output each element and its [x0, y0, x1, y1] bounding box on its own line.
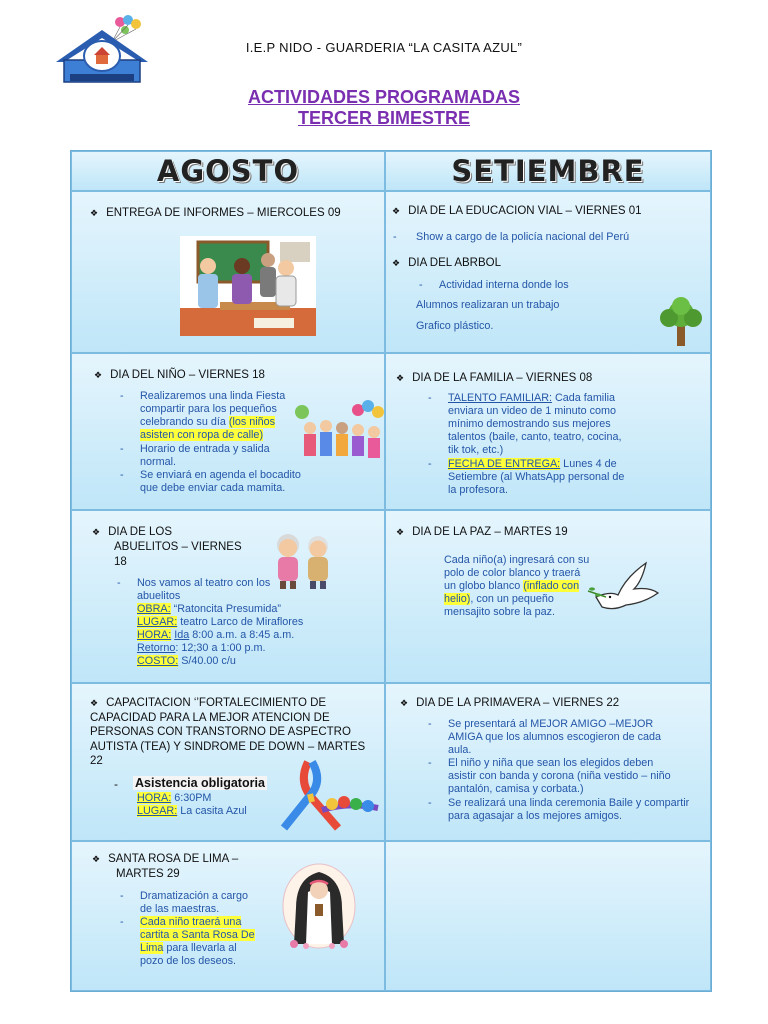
arbol-detail-3: Grafico plástico.: [416, 320, 494, 332]
month-label-setiembre: SETIEMBRE: [451, 154, 645, 188]
cell-dia-abuelitos: [71, 510, 385, 683]
asistencia-label: [114, 777, 118, 791]
activities-table: [70, 150, 712, 992]
heading-informes: ❖ ENTREGA DE INFORMES – MIERCOLES 09: [90, 207, 341, 219]
nino-detail-3: - Se enviará en agenda el bocadito que debe enviar cada mamita.: [120, 469, 301, 494]
familia-fecha-entrega: - FECHA DE ENTREGA: Lunes 4 de Setiembre (al WhatsApp personal de la profesora.: [428, 458, 625, 496]
heading-dia-abuelitos-2: ABUELITOS – VIERNES: [114, 541, 242, 553]
autism-ribbon-icon: [278, 758, 385, 832]
bullet-icon: ❖: [396, 373, 405, 383]
dash-icon: -: [428, 458, 432, 470]
dash-icon: -: [114, 777, 118, 791]
dash-icon: -: [120, 443, 124, 455]
heading-dia-paz: ❖ DIA DE LA PAZ – MARTES 19: [396, 526, 568, 538]
arbol-detail-1: - Actividad interna donde los: [419, 279, 569, 291]
children-party-illustration: [290, 398, 385, 470]
cell-educacion-vial: [385, 191, 711, 353]
santa-rosa-illustration: [280, 862, 358, 950]
cell-entrega-informes: [71, 191, 385, 353]
bullet-icon: ❖: [92, 854, 101, 864]
dash-icon: -: [120, 469, 124, 481]
rosa-detail-2: - Cada niño traerá una cartita a Santa Rosa De Lima para llevarla al pozo de los deseos.: [120, 916, 255, 967]
month-header-setiembre: [385, 151, 711, 191]
peace-dove-icon: [586, 557, 662, 615]
cell-dia-paz: [385, 510, 711, 683]
heading-dia-arbol: ❖ DIA DEL ABRBOL: [392, 257, 501, 269]
abuelitos-details: - Nos vamos al teatro con los abuelitos OBRA: “Ratoncita Presumida” LUGAR: teatro Larco de Miraflores HORA: Ida 8:00 a.m. a 8:45 a.m. Retorno: 12;30 a 1:00 p.m. COSTO: S/40.00 c/u: [117, 577, 304, 667]
dash-icon: -: [120, 390, 124, 402]
bullet-icon: ❖: [392, 258, 401, 268]
paz-detail: Cada niño(a) ingresará con su polo de color blanco y traerá un globo blanco (inflado con helio), con un pequeño mensajito sobre la paz.: [444, 554, 590, 618]
bullet-icon: ❖: [92, 527, 101, 537]
heading-capacitacion: ❖ CAPACITACION ‘’FORTALECIMIENTO DE CAPACIDAD PARA LA MEJOR ATENCION DE PERSONAS CON TRANSTORNO DE ASPECTRO AUTISTA (TEA) Y SINDROME DE DOWN – MARTES 22: [90, 697, 366, 767]
cell-dia-familia: [385, 353, 711, 510]
heading-dia-nino: ❖ DIA DEL NIÑO – VIERNES 18: [94, 369, 265, 381]
heading-santa-rosa: ❖ SANTA ROSA DE LIMA –: [92, 853, 239, 865]
bullet-icon: ❖: [90, 698, 99, 708]
heading-dia-abuelitos: ❖ DIA DE LOS: [92, 526, 172, 538]
arbol-detail-2: Alumnos realizaran un trabajo: [416, 299, 560, 311]
dash-icon: -: [428, 718, 432, 730]
primavera-detail-2: - El niño y niña que sean los elegidos deben asistir con banda y corona (niña vestido – niño pantalón, camisa y corbata.): [428, 757, 671, 795]
cell-santa-rosa: [71, 841, 385, 991]
school-name: I.E.P NIDO - GUARDERIA “LA CASITA AZUL”: [245, 40, 523, 55]
heading-dia-primavera: ❖ DIA DE LA PRIMAVERA – VIERNES 22: [400, 697, 620, 709]
page-title: ACTIVIDADES PROGRAMADAS: [247, 87, 520, 107]
familia-talento: - TALENTO FAMILIAR: Cada familia enviara un video de 1 minuto como mínimo demostrando sus mejores talentos (baile, canto, teatro, cocina, tik tok, etc.): [428, 392, 622, 456]
cell-dia-primavera: [385, 683, 711, 841]
dash-icon: -: [419, 279, 423, 291]
bullet-icon: ❖: [400, 698, 409, 708]
month-header-agosto: [71, 151, 385, 191]
primavera-detail-3: - Se realizará una linda ceremonia Baile y compartir para agasajar a los mejores amigos.: [428, 797, 690, 822]
dash-icon: -: [428, 797, 432, 809]
rosa-detail-1: - Dramatización a cargo de las maestras.: [120, 890, 249, 915]
bullet-icon: ❖: [90, 208, 99, 218]
dash-icon: -: [428, 757, 432, 769]
bullet-icon: ❖: [396, 527, 405, 537]
vial-detail: - Show a cargo de la policía nacional del Perú: [393, 231, 630, 243]
month-label-agosto: AGOSTO: [156, 154, 300, 188]
grandparents-illustration: [268, 529, 340, 591]
nino-detail-1: - Realizaremos una linda Fiesta compartir para los pequeños celebrando su día (los niños asisten con ropa de calle): [120, 390, 286, 441]
tree-icon: [656, 296, 706, 348]
dash-icon: -: [393, 231, 397, 243]
asistencia-obligatoria: Asistencia obligatoria: [135, 776, 265, 790]
page-subtitle: TERCER BIMESTRE: [297, 108, 470, 128]
heading-dia-familia: ❖ DIA DE LA FAMILIA – VIERNES 08: [396, 372, 593, 384]
nino-detail-2: - Horario de entrada y salida normal.: [120, 443, 270, 468]
parents-meeting-illustration: [180, 236, 316, 336]
capacitacion-details: HORA: 6:30PM LUGAR: La casita Azul: [137, 792, 247, 817]
dash-icon: -: [428, 392, 432, 404]
heading-educacion-vial: ❖ DIA DE LA EDUCACION VIAL – VIERNES 01: [392, 205, 642, 217]
dash-icon: -: [120, 916, 124, 928]
dash-icon: -: [120, 890, 124, 902]
cell-capacitacion: [71, 683, 385, 841]
bullet-icon: ❖: [392, 206, 401, 216]
bullet-icon: ❖: [94, 370, 103, 380]
heading-dia-abuelitos-3: 18: [114, 556, 127, 568]
primavera-detail-1: - Se presentará al MEJOR AMIGO –MEJOR AMIGA que los alumnos escogieron de cada aula.: [428, 718, 662, 756]
dash-icon: -: [117, 577, 121, 589]
cell-dia-nino: [71, 353, 385, 510]
heading-santa-rosa-2: MARTES 29: [116, 868, 180, 880]
cell-empty: [385, 841, 711, 991]
